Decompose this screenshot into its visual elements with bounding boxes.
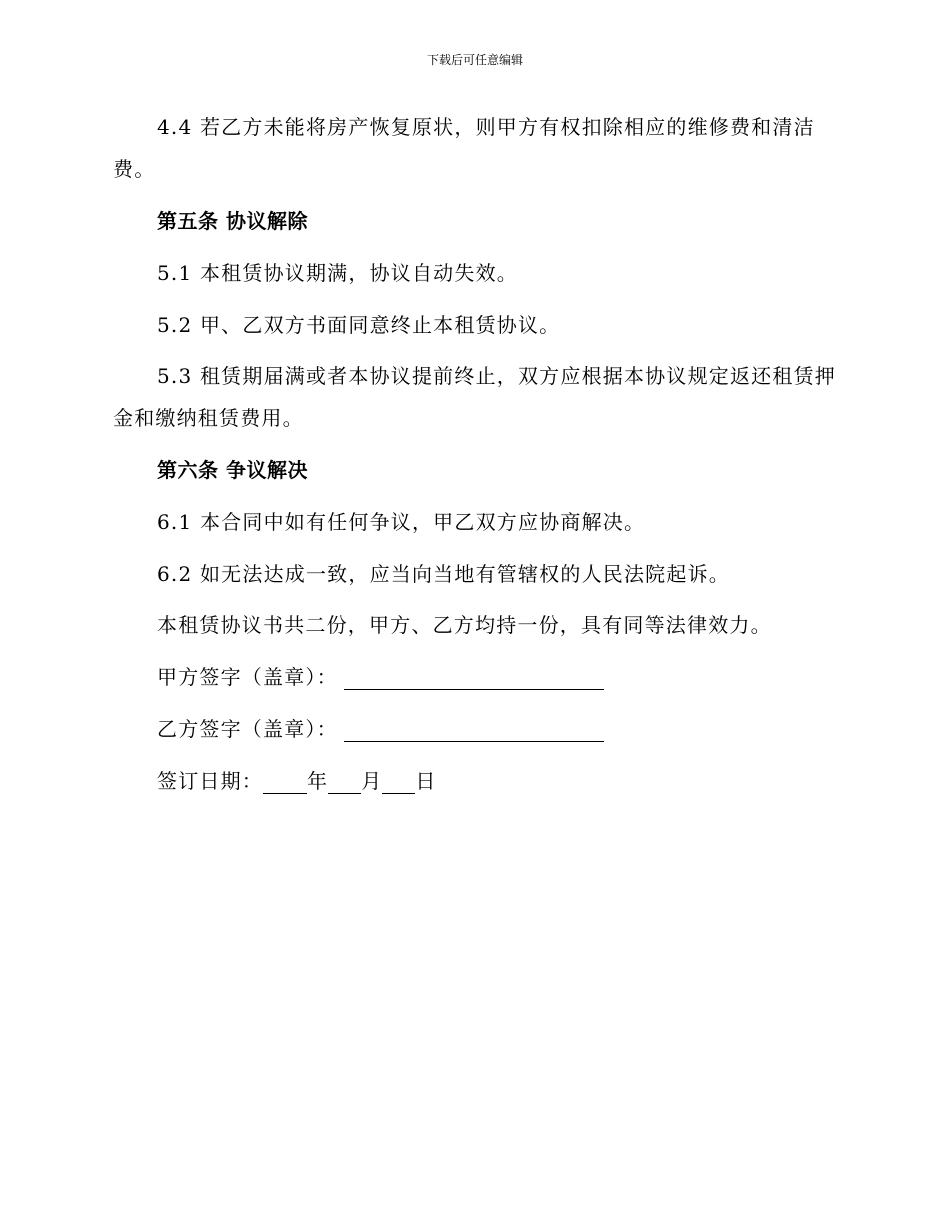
party-b-signature-line: [344, 721, 604, 742]
clause-5-2: 5.2 甲、乙双方书面同意终止本租赁协议。: [157, 313, 561, 337]
year-blank: [263, 773, 307, 794]
party-a-label: 甲方签字（盖章）：: [157, 665, 338, 689]
clause-6-2: 6.2 如无法达成一致，应当向当地有管辖权的人民法院起诉。: [157, 562, 730, 586]
page-header: 下载后可任意编辑: [426, 53, 523, 67]
month-label: 月: [361, 769, 383, 793]
party-b-label: 乙方签字（盖章）：: [157, 717, 338, 741]
month-blank: [328, 773, 361, 794]
clause-6-1: 6.1 本合同中如有任何争议，甲乙双方应协商解决。: [157, 510, 646, 534]
party-a-signature-line: [344, 669, 604, 690]
section-5-title: 第五条 协议解除: [157, 209, 308, 233]
day-label: 日: [415, 769, 437, 793]
date-label: 签订日期：: [157, 769, 263, 793]
clause-4-4-text: 4.4 若乙方未能将房产恢复原状，则甲方有权扣除相应的维修费和清洁费。: [113, 115, 815, 181]
day-blank: [382, 773, 415, 794]
party-a-signature: [157, 664, 604, 690]
party-b-signature: [157, 716, 604, 742]
clause-5-3: [113, 355, 843, 439]
closing-statement: 本租赁协议书共二份，甲方、乙方均持一份，具有同等法律效力。: [157, 613, 772, 637]
signing-date: [157, 768, 437, 794]
section-6-title: 第六条 争议解决: [157, 458, 308, 482]
year-label: 年: [307, 769, 329, 793]
clause-5-1: 5.1 本租赁协议期满，协议自动失效。: [157, 261, 518, 285]
clause-5-3-text: 5.3 租赁期届满或者本协议提前终止，双方应根据本协议规定返还租赁押金和缴纳租赁费用。: [113, 364, 836, 430]
clause-4-4: [113, 106, 843, 190]
